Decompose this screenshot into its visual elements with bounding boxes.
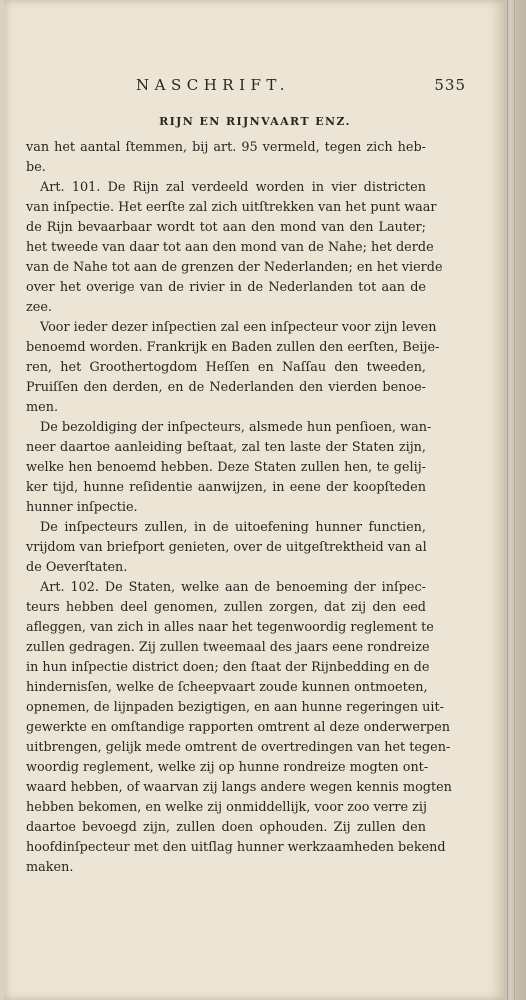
text-line: over het overige van de rivier in de Nederlanden tot aan de — [26, 280, 426, 295]
text-line: De inſpecteurs zullen, in de uitoefening hunner functien, — [40, 520, 426, 535]
text-line: maken. — [26, 860, 74, 875]
text-line: de Rijn bevaarbaar wordt tot aan den mond van den Lauter; — [26, 220, 426, 235]
text-line: het tweede van daar tot aan den mond van de Nahe; het derde — [26, 240, 434, 255]
text-line: teurs hebben deel genomen, zullen zorgen, dat zij den eed — [26, 600, 426, 615]
text-line: in hun inſpectie district doen; den ſtaat der Rijnbedding en de — [26, 660, 430, 675]
text-line: hoofdinſpecteur met den uitſlag hunner werkzaamheden bekend — [26, 840, 446, 855]
page-edge — [504, 0, 526, 1000]
text-line: woordig reglement, welke zij op hunne rondreize mogten ont- — [26, 760, 429, 775]
text-line: zee. — [26, 300, 52, 315]
text-line: hunner inſpectie. — [26, 500, 138, 515]
text-line: hebben bekomen, en welke zij onmiddellijk, voor zoo verre zij — [26, 800, 427, 815]
text-line: uitbrengen, gelijk mede omtrent de overtredingen van het tegen- — [26, 740, 451, 755]
text-line: ren, het Groothertogdom Heſſen en Naſſau den tweeden, — [26, 360, 426, 375]
page-header — [44, 76, 466, 100]
text-line: van inſpectie. Het eerſte zal zich uitſtrekken van het punt waar — [26, 200, 437, 215]
text-line: van het aantal ſtemmen, bij art. 95 vermeld, tegen zich heb- — [26, 140, 426, 155]
text-line: Pruiſſen den derden, en de Nederlanden den vierden benoe- — [26, 380, 426, 395]
text-line: daartoe bevoegd zijn, zullen doen ophouden. Zij zullen den — [26, 820, 426, 835]
text-line: ker tijd, hunne reſidentie aanwijzen, in eene der koopſteden — [26, 480, 426, 495]
book-page — [4, 0, 504, 1000]
body-text — [26, 138, 452, 878]
text-line: Art. 102. De Staten, welke aan de benoeming der inſpec- — [40, 580, 426, 595]
text-line: De bezoldiging der inſpecteurs, alsmede hun penſioen, wan- — [40, 420, 432, 435]
text-line: opnemen, de lijnpaden bezigtigen, en aan hunne regeringen uit- — [26, 700, 444, 715]
running-head: NASCHRIFT. — [136, 76, 290, 94]
text-line: de Oeverſtaten. — [26, 560, 128, 575]
text-line: vrijdom van briefport genieten, over de uitgeſtrektheid van al — [26, 540, 427, 555]
text-line: hindernisſen, welke de ſcheepvaart zoude kunnen ontmoeten, — [26, 680, 428, 695]
section-title: RIJN EN RIJNVAART ENZ. — [159, 115, 351, 128]
text-line: men. — [26, 400, 59, 415]
text-line: van de Nahe tot aan de grenzen der Nederlanden; en het vierde — [26, 260, 443, 275]
text-line: neer daartoe aanleiding beſtaat, zal ten laste der Staten zijn, — [26, 440, 426, 455]
text-line: be. — [26, 160, 46, 175]
text-line: welke hen benoemd hebben. Deze Staten zullen hen, te gelij- — [26, 460, 426, 475]
text-line: waard hebben, of waarvan zij langs andere wegen kennis mogten — [26, 780, 452, 795]
page-number: 535 — [434, 76, 466, 94]
text-line: afleggen, van zich in alles naar het tegenwoordig reglement te — [26, 620, 434, 635]
text-line: Art. 101. De Rijn zal verdeeld worden in vier districten — [40, 180, 426, 195]
text-line: zullen gedragen. Zij zullen tweemaal des jaars eene rondreize — [26, 640, 430, 655]
text-line: Voor ieder dezer inſpectien zal een inſpecteur voor zijn leven — [40, 320, 437, 335]
text-line: benoemd worden. Frankrijk en Baden zullen den eerſten, Beije- — [26, 340, 440, 355]
text-line: gewerkte en omſtandige rapporten omtrent al deze onderwerpen — [26, 720, 451, 735]
